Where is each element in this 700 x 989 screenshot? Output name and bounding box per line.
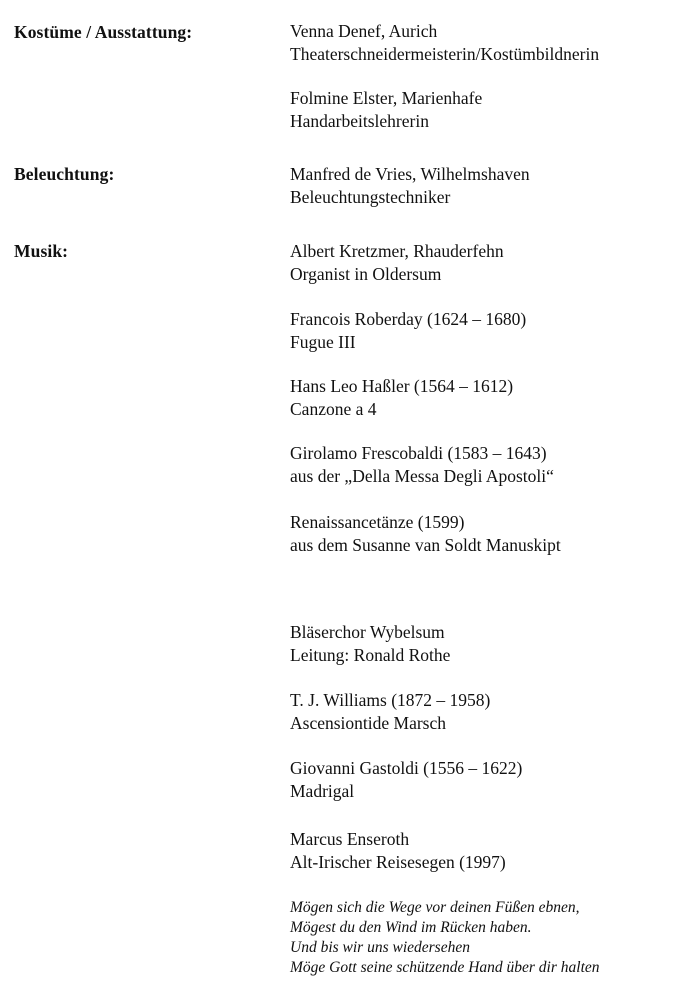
music-subtitle: Organist in Oldersum: [290, 264, 442, 284]
music-subtitle: Ascensiontide Marsch: [290, 713, 447, 733]
section-label-music: Musik:: [14, 241, 69, 261]
poem-line: Mögen sich die Wege vor deinen Füßen ebnen,: [290, 899, 580, 916]
credit-entry: [290, 20, 599, 66]
music-entry: [290, 689, 490, 735]
music-title: Giovanni Gastoldi (1556 – 1622): [290, 758, 523, 778]
music-subtitle: aus der „Della Messa Degli Apostoli“: [290, 466, 554, 486]
music-entry: [290, 757, 522, 803]
poem-line: Mögest du den Wind im Rücken haben.: [290, 919, 532, 936]
music-title: Bläserchor Wybelsum: [290, 622, 445, 642]
music-subtitle: Fugue III: [290, 332, 356, 352]
music-entry: [290, 621, 450, 667]
music-title: T. J. Williams (1872 – 1958): [290, 690, 491, 710]
music-title: Marcus Enseroth: [290, 829, 410, 849]
credit-name: Manfred de Vries, Wilhelmshaven: [290, 164, 530, 184]
music-title: Girolamo Frescobaldi (1583 – 1643): [290, 443, 547, 463]
poem-line: Und bis wir uns wiedersehen: [290, 939, 470, 956]
music-entry: [290, 511, 561, 557]
credit-role: Beleuchtungstechniker: [290, 187, 451, 207]
credit-name: Folmine Elster, Marienhafe: [290, 88, 483, 108]
music-subtitle: Canzone a 4: [290, 399, 377, 419]
music-entry: [290, 308, 526, 354]
music-title: Albert Kretzmer, Rhauderfehn: [290, 241, 504, 261]
music-title: Hans Leo Haßler (1564 – 1612): [290, 376, 514, 396]
credit-role: Handarbeitslehrerin: [290, 111, 429, 131]
music-subtitle: Madrigal: [290, 781, 355, 801]
section-label-lighting: Beleuchtung:: [14, 164, 115, 184]
music-title: Francois Roberday (1624 – 1680): [290, 309, 527, 329]
music-entry: [290, 442, 554, 488]
credit-name: Venna Denef, Aurich: [290, 21, 438, 41]
blessing-poem: [290, 898, 600, 978]
music-subtitle: aus dem Susanne van Soldt Manuskipt: [290, 535, 561, 555]
section-label-costumes: Kostüme / Ausstattung:: [14, 22, 193, 42]
music-entry: [290, 828, 506, 874]
music-subtitle: Leitung: Ronald Rothe: [290, 645, 451, 665]
credit-entry: [290, 163, 530, 209]
music-entry: [290, 375, 513, 421]
credit-role: Theaterschneidermeisterin/Kostümbildnerin: [290, 44, 600, 64]
poem-line: Möge Gott seine schützende Hand über dir halten: [290, 959, 600, 976]
music-entry: [290, 240, 504, 286]
music-subtitle: Alt-Irischer Reisesegen (1997): [290, 852, 506, 872]
music-title: Renaissancetänze (1599): [290, 512, 465, 532]
credit-entry: [290, 87, 482, 133]
